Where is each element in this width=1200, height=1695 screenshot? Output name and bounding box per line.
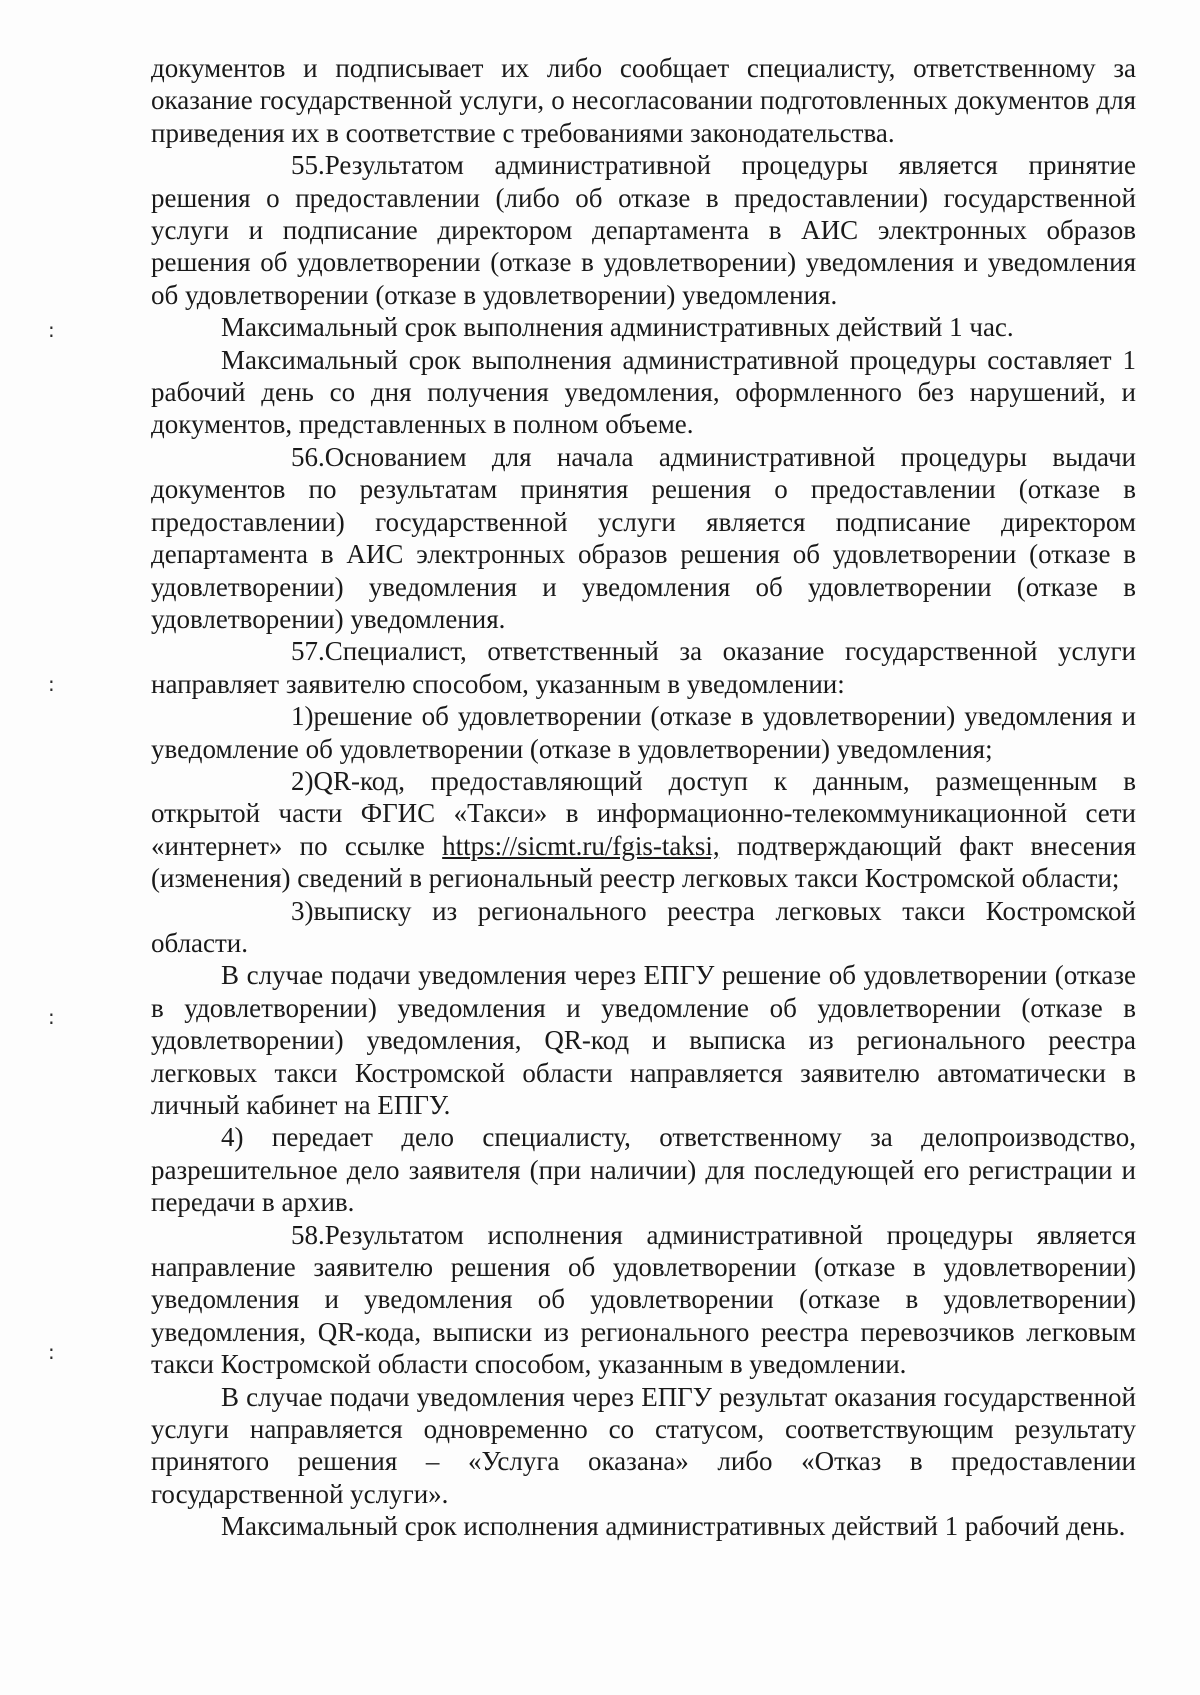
list-item-text: выписку из регионального реестра легковых такси Костромской области. xyxy=(151,895,1136,958)
list-item-4 xyxy=(151,1121,1136,1218)
list-item-text: решение об удовлетворении (отказе в удовлетворении) уведомления и уведомление об удовлетворении (отказе в удовлетворении) уведомления; xyxy=(151,701,1136,764)
paragraph-text: В случае подачи уведомления через ЕПГУ решение об удовлетворении (отказе в удовлетворении) уведомления и уведомление об удовлетворении (отказе в удовлетворении) уведомления, QR-код и выписка из регионального реестра легковых такси Костромской области направляется заявителю автоматически в личный кабинет на ЕПГУ. xyxy=(151,960,1136,1120)
margin-mark: : xyxy=(48,318,55,342)
paragraph-56 xyxy=(151,441,1136,635)
list-item-text: QR-код, предоставляющий доступ к данным, размещенным в открытой части ФГИС «Такси» в информационно-телекоммуникационной сети «интернет» по ссылке xyxy=(151,765,1136,861)
fgis-taksi-link[interactable]: https://sicmt.ru/fgis-taksi, xyxy=(442,830,720,861)
paragraph-text: Максимальный срок выполнения административных действий 1 час. xyxy=(221,312,1014,343)
paragraph xyxy=(151,959,1136,1121)
document-body xyxy=(151,52,1136,1543)
paragraph xyxy=(151,1381,1136,1511)
list-item-2 xyxy=(151,765,1136,895)
paragraph xyxy=(151,1510,1136,1542)
margin-mark: : xyxy=(48,1005,55,1029)
list-item-text: подтверждающий факт внесения (изменения) сведений в региональный реестр легковых такси Костромской области; xyxy=(151,830,1136,894)
paragraph xyxy=(151,311,1136,343)
paragraph xyxy=(151,52,1136,149)
paragraph xyxy=(151,344,1136,441)
paragraph-text: документов и подписывает их либо сообщает специалисту, ответственному за оказание государственной услуги, о несогласовании подготовленных документов для приведения их в соответствие с требованиями законодательства. xyxy=(151,53,1136,148)
paragraph-58 xyxy=(151,1219,1136,1381)
paragraph-text: 4) передает дело специалисту, ответственному за делопроизводство, разрешительное дело заявителя (при наличии) для последующей его регистрации и передачи в архив. xyxy=(151,1122,1136,1218)
paragraph-text: Основанием для начала административной процедуры выдачи документов по результатам принятия решения о предоставлении (отказе в предоставлении) государственной услуги является подписание директором департамента в АИС электронных образов решения об удовлетворении (отказе в удовлетворении) уведомления и уведомления об удовлетворении (отказе в удовлетворении) уведомления. xyxy=(151,441,1136,634)
paragraph-number: 58. xyxy=(291,1219,325,1250)
margin-mark: : xyxy=(48,1340,55,1364)
margin-mark: : xyxy=(48,672,55,696)
paragraph-text: Максимальный срок исполнения административных действий 1 рабочий день. xyxy=(221,1511,1126,1542)
paragraph-number: 55. xyxy=(291,150,325,181)
paragraph-text: Максимальный срок выполнения административной процедуры составляет 1 рабочий день со дня получения уведомления, оформленного без нарушений, и документов, представленных в полном объеме. xyxy=(151,344,1136,440)
list-number: 2) xyxy=(291,765,314,796)
paragraph-text: Специалист, ответственный за оказание государственной услуги направляет заявителю способом, указанным в уведомлении: xyxy=(151,636,1136,699)
paragraph-number: 56. xyxy=(291,441,325,472)
paragraph-text: Результатом административной процедуры является принятие решения о предоставлении (либо об отказе в предоставлении) государственной услуги и подписание директором департамента в АИС электронных образов решения об удовлетворении (отказе в удовлетворении) уведомления и уведомления об удовлетворении (отказе в удовлетворении) уведомления. xyxy=(151,150,1136,310)
paragraph-text: В случае подачи уведомления через ЕПГУ результат оказания государственной услуги направляется одновременно со статусом, соответствующим результату принятого решения – «Услуга оказана» либо «Отказ в предоставлении государственной услуги». xyxy=(151,1381,1136,1509)
list-item-3 xyxy=(151,895,1136,960)
paragraph-text: Результатом исполнения административной процедуры является направление заявителю решения об удовлетворении (отказе в удовлетворении) уведомления и уведомления об удовлетворении (отказе в удовлетворении) уведомления, QR-кода, выписки из регионального реестра перевозчиков легковым такси Костромской области способом, указанным в уведомлении. xyxy=(151,1219,1136,1380)
paragraph-number: 57. xyxy=(291,636,325,667)
list-number: 1) xyxy=(291,701,314,732)
paragraph-57 xyxy=(151,635,1136,700)
paragraph-55 xyxy=(151,149,1136,311)
list-item-1 xyxy=(151,700,1136,765)
list-number: 3) xyxy=(291,895,314,926)
